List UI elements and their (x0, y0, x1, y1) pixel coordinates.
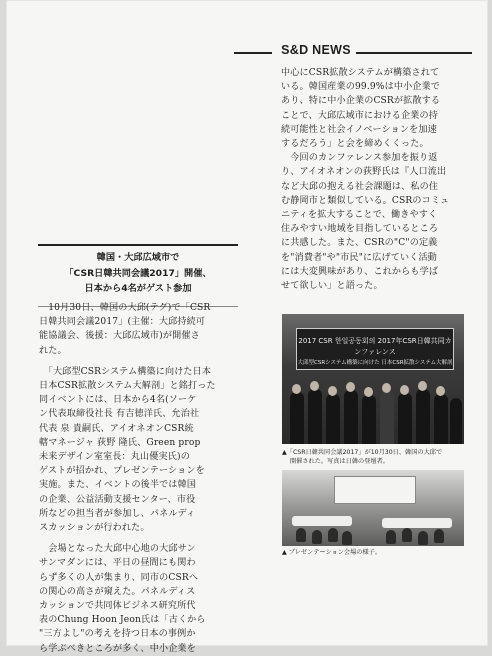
speaker-head (310, 381, 319, 391)
body-line: 「大邱型CSRシステム構築に向けた日本 (39, 366, 212, 377)
speaker-figure (380, 391, 394, 444)
speaker-head (346, 382, 355, 392)
caption-line: ▲ プレゼンテーション会場の様子。 (282, 549, 382, 556)
body-line: に共感した。また、CSRの"C"の定義 (281, 238, 438, 249)
body-line: 日韓共同会議2017」(主催：大邱持続可 (39, 317, 206, 328)
heading-line: 韓国・大邱広域市で (96, 252, 180, 263)
body-line: 同イベントには、日本から4名(ソーケ (39, 395, 197, 406)
body-line: 住みやすい地域を目指しているところ (281, 224, 439, 235)
body-line: の関心の高さが窺えた。パネルディス (39, 586, 196, 597)
speakers-photo (282, 314, 464, 444)
body-line: を"消費者"や"市民"に広げていく活動 (281, 252, 437, 263)
attendee-figure (312, 530, 322, 544)
body-line: 轄マネージャ 荻野 隆氏、Green prop (39, 437, 201, 448)
body-line: あり、特に中小企業のCSRが拡散する (281, 96, 441, 107)
speaker-head (292, 384, 301, 394)
venue-photo (282, 470, 464, 546)
paragraph-gap (39, 535, 243, 542)
magazine-page (6, 0, 488, 654)
paragraph-gap (39, 358, 243, 365)
article-heading (38, 244, 238, 307)
body-line: む静岡市と類似している。CSRのコミュ (281, 195, 450, 206)
heading-line: 「CSR日韓共同会議2017」開催、 (64, 267, 212, 279)
body-line: の企業、公益活動支援センター、市役 (39, 494, 196, 505)
attendee-figure (296, 528, 306, 542)
speaker-head (418, 381, 427, 391)
body-line: 10月30日、韓国の大邱(テグ)で「CSR (39, 303, 211, 313)
body-line: 未来デザイン室室長：丸山優実氏)の (39, 452, 190, 463)
speaker-figure (308, 389, 322, 444)
body-line: ニティを拡大することで、働きやすく (281, 210, 438, 221)
body-line: 表のChung Hoon Jeon氏は「古くから (39, 615, 206, 626)
body-line: 今回のカンファレンス参加を振り返 (281, 153, 438, 164)
speaker-head (436, 386, 445, 396)
speaker-head (364, 387, 373, 397)
speaker-figure (326, 394, 340, 444)
body-line: するだろう」と会を締めくくった。 (281, 139, 429, 150)
header-rule-left (234, 52, 272, 54)
body-line: 続可能性と社会イノベーションを加速 (281, 124, 437, 135)
body-line: 能協議会、後援：大邱広域市)が開催さ (39, 331, 200, 342)
speaker-head (400, 385, 409, 395)
body-line: 中心にCSR拡散システムが構築されて (281, 68, 440, 78)
speaker-figure (398, 393, 412, 444)
body-line: らず多くの人が集まり、同市のCSRへ (39, 572, 199, 583)
body-line: カッションで共同体ビジネス研究所代 (39, 601, 196, 612)
speaker-head (328, 386, 337, 396)
body-line: り、アイオネオンの荻野氏は『人口流出 (281, 167, 447, 178)
venue-table (382, 518, 452, 528)
photo-caption (282, 448, 442, 466)
body-line: せて欲しい」と語った。 (281, 281, 383, 292)
speaker-figure (434, 394, 448, 444)
banner-line: 大邱型CSRシステム構築に向けた 日本CSR拡散システム大解剖 (297, 360, 453, 366)
body-line: サンマダンには、平日の昼間にも関わ (39, 558, 196, 569)
body-line: 日本CSR拡散システム大解剖」と銘打った (39, 381, 216, 392)
speaker-figure (362, 395, 376, 444)
attendee-figure (402, 528, 412, 542)
heading-line: 日本から4名がゲスト参加 (84, 283, 192, 294)
caption-line: ▲「CSR日韓共同会議2017」が10月30日、韓国の大邱で (282, 449, 443, 456)
attendee-figure (418, 531, 428, 545)
banner-line: 2017 CSR 한일공동회의 2017年CSR日韓共同カンファレンス (298, 337, 452, 356)
body-line: ゲストが招かれ、プレゼンテーションを (39, 466, 205, 477)
body-line: いる。韓国産業の99.9%は中小企業で (281, 82, 441, 93)
attendee-figure (342, 531, 352, 545)
body-line: 会場となった大邱中心地の大邱サン (39, 544, 196, 555)
photo-caption (282, 548, 381, 557)
header-rule-right (356, 52, 472, 54)
venue-table (292, 516, 352, 526)
attendee-figure (386, 530, 396, 544)
article-body-left (39, 301, 243, 656)
body-line: "三方よし"の考えを持つ日本の事例か (39, 629, 196, 640)
speaker-figure (344, 390, 358, 444)
body-line: 実施。また、イベントの後半では韓国 (39, 480, 197, 491)
body-line: 所などの担当者が参加し、パネルディ (39, 508, 196, 519)
speaker-figure (290, 392, 304, 444)
speaker-figure (450, 398, 462, 444)
body-line: など大邱の抱える社会課題は、私の住 (281, 181, 439, 192)
body-line: には大変興味があり、これからも学ば (281, 266, 439, 277)
body-line: ら学ぶべきところが多く、中小企業を (39, 643, 196, 654)
body-line: 代表 泉 貴嗣氏、アイオネオンCSR統 (39, 423, 194, 434)
speaker-figure (416, 389, 430, 444)
speaker-head (382, 383, 391, 393)
attendee-figure (434, 529, 444, 543)
section-title: S&D NEWS (281, 43, 351, 57)
body-line: スカッションが行われた。 (39, 523, 150, 534)
article-body-right (281, 66, 481, 293)
attendee-figure (328, 528, 338, 542)
caption-line: 開催された。写真は日韓の登壇者。 (290, 458, 389, 465)
projection-screen (334, 476, 416, 504)
event-banner (296, 328, 454, 370)
body-line: ン代表取締役社長 有吉徳洋氏、允治社 (39, 409, 200, 420)
body-line: ことで、大邱広域市における企業の持 (281, 110, 438, 121)
body-line: れた。 (39, 345, 67, 356)
